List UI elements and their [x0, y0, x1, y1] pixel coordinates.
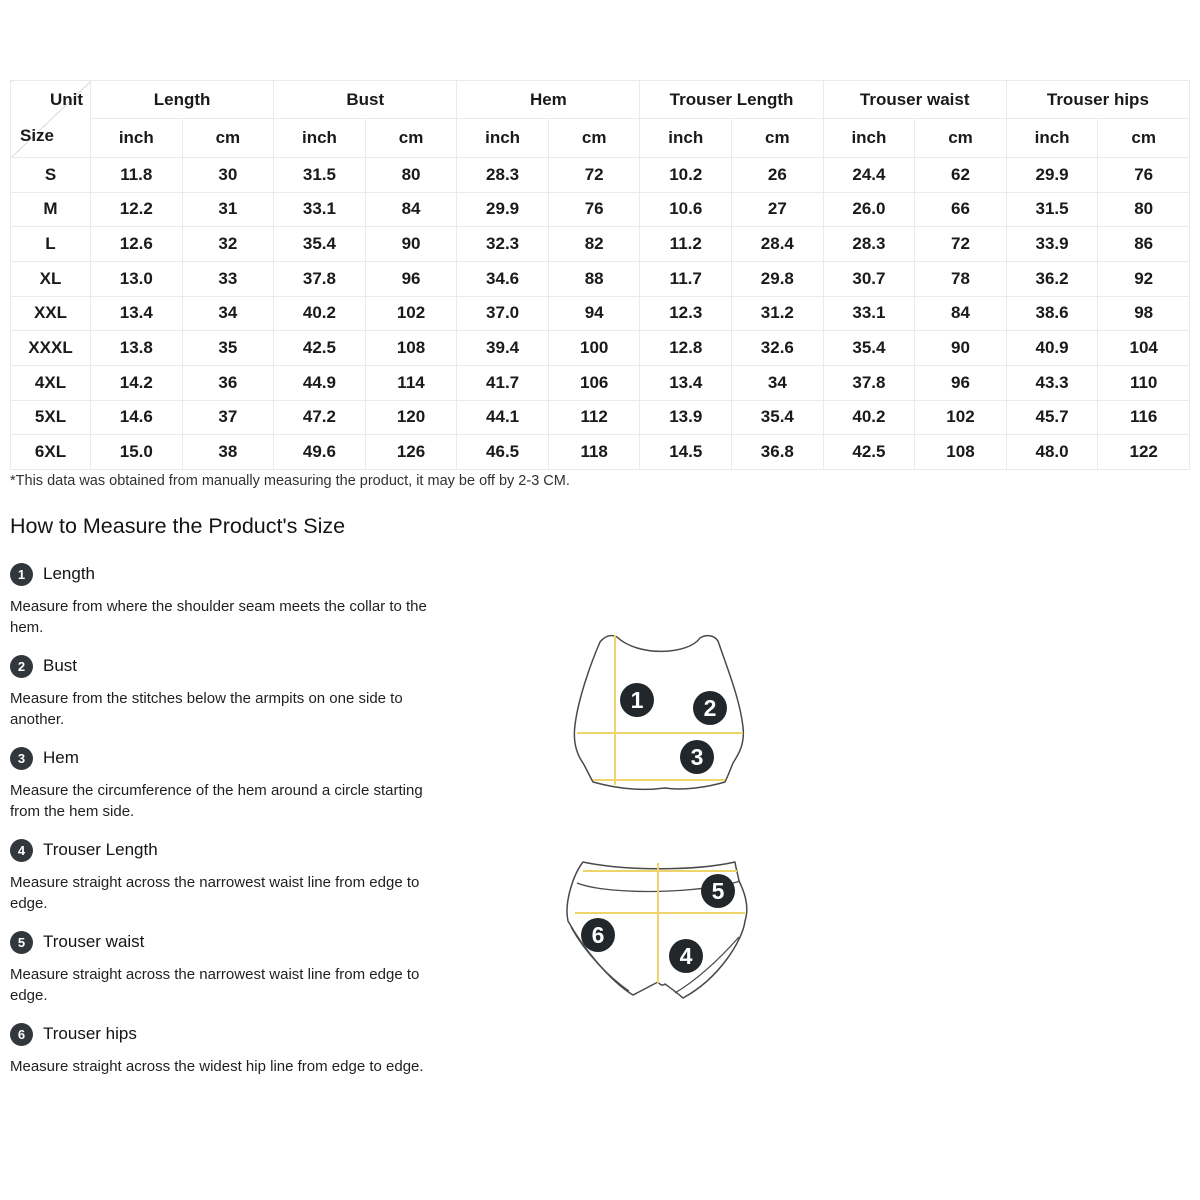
- value-cell: 49.6: [274, 435, 366, 470]
- measure-item-header: [10, 654, 440, 678]
- unit-header: inch: [640, 119, 732, 158]
- value-cell: 76: [1098, 158, 1190, 193]
- size-cell: 6XL: [11, 435, 91, 470]
- measure-point-trouser-hips-marker: 6: [581, 918, 615, 952]
- unit-header: cm: [1098, 119, 1190, 158]
- value-cell: 31.5: [1006, 192, 1098, 227]
- bottom-garment-diagram: [555, 843, 765, 1013]
- measure-item: [10, 746, 440, 822]
- value-cell: 96: [365, 261, 457, 296]
- number-badge: 2: [10, 655, 33, 678]
- value-cell: 90: [365, 227, 457, 262]
- value-cell: 32: [182, 227, 274, 262]
- value-cell: 102: [915, 400, 1007, 435]
- unit-header: cm: [548, 119, 640, 158]
- value-cell: 33.1: [274, 192, 366, 227]
- size-cell: XL: [11, 261, 91, 296]
- value-cell: 33: [182, 261, 274, 296]
- value-cell: 40.9: [1006, 331, 1098, 366]
- corner-unit-label: Unit: [49, 90, 83, 109]
- group-header: Trouser waist: [823, 81, 1006, 119]
- unit-header: cm: [915, 119, 1007, 158]
- measure-point-hem-marker: 3: [680, 740, 714, 774]
- measure-item-description: Measure the circumference of the hem around a circle starting from the hem side.: [10, 782, 423, 820]
- value-cell: 13.8: [91, 331, 183, 366]
- value-cell: 32.6: [732, 331, 824, 366]
- group-header: Bust: [274, 81, 457, 119]
- value-cell: 92: [1098, 261, 1190, 296]
- value-cell: 11.7: [640, 261, 732, 296]
- value-cell: 27: [732, 192, 824, 227]
- value-cell: 82: [548, 227, 640, 262]
- table-row: [11, 192, 1190, 227]
- size-table: [10, 80, 1190, 470]
- value-cell: 36.2: [1006, 261, 1098, 296]
- value-cell: 12.8: [640, 331, 732, 366]
- number-badge: 1: [10, 563, 33, 586]
- value-cell: 29.8: [732, 261, 824, 296]
- unit-header: inch: [274, 119, 366, 158]
- value-cell: 31.5: [274, 158, 366, 193]
- value-cell: 11.2: [640, 227, 732, 262]
- measure-point-trouser-length-marker: 4: [669, 939, 703, 973]
- value-cell: 126: [365, 435, 457, 470]
- value-cell: 108: [915, 435, 1007, 470]
- measure-item-header: [10, 930, 440, 954]
- value-cell: 12.3: [640, 296, 732, 331]
- value-cell: 10.6: [640, 192, 732, 227]
- measure-point-length-marker: 1: [620, 683, 654, 717]
- unit-header: inch: [457, 119, 549, 158]
- number-badge: 5: [10, 931, 33, 954]
- measure-item: [10, 1022, 440, 1077]
- value-cell: 43.3: [1006, 365, 1098, 400]
- value-cell: 45.7: [1006, 400, 1098, 435]
- value-cell: 15.0: [91, 435, 183, 470]
- measure-item-description: Measure from where the shoulder seam meets the collar to the hem.: [10, 598, 427, 636]
- value-cell: 42.5: [823, 435, 915, 470]
- value-cell: 44.9: [274, 365, 366, 400]
- value-cell: 84: [915, 296, 1007, 331]
- unit-header: inch: [823, 119, 915, 158]
- value-cell: 40.2: [823, 400, 915, 435]
- value-cell: 98: [1098, 296, 1190, 331]
- value-cell: 30: [182, 158, 274, 193]
- value-cell: 38: [182, 435, 274, 470]
- value-cell: 94: [548, 296, 640, 331]
- size-cell: M: [11, 192, 91, 227]
- measure-point-bust-marker: 2: [693, 691, 727, 725]
- value-cell: 29.9: [457, 192, 549, 227]
- value-cell: 106: [548, 365, 640, 400]
- value-cell: 47.2: [274, 400, 366, 435]
- value-cell: 33.1: [823, 296, 915, 331]
- value-cell: 80: [365, 158, 457, 193]
- table-row: [11, 158, 1190, 193]
- value-cell: 80: [1098, 192, 1190, 227]
- size-cell: XXXL: [11, 331, 91, 366]
- table-row: [11, 331, 1190, 366]
- table-unit-row: [11, 119, 1190, 158]
- measure-item-description: Measure from the stitches below the armpits on one side to another.: [10, 690, 403, 728]
- size-cell: XXL: [11, 296, 91, 331]
- value-cell: 30.7: [823, 261, 915, 296]
- value-cell: 84: [365, 192, 457, 227]
- group-header: Trouser Length: [640, 81, 823, 119]
- value-cell: 13.9: [640, 400, 732, 435]
- value-cell: 48.0: [1006, 435, 1098, 470]
- value-cell: 46.5: [457, 435, 549, 470]
- value-cell: 14.2: [91, 365, 183, 400]
- value-cell: 44.1: [457, 400, 549, 435]
- value-cell: 26: [732, 158, 824, 193]
- value-cell: 120: [365, 400, 457, 435]
- value-cell: 88: [548, 261, 640, 296]
- table-row: [11, 261, 1190, 296]
- value-cell: 90: [915, 331, 1007, 366]
- value-cell: 39.4: [457, 331, 549, 366]
- value-cell: 42.5: [274, 331, 366, 366]
- section-title: How to Measure the Product's Size: [10, 514, 346, 538]
- tank-top-illustration: [558, 615, 758, 805]
- value-cell: 41.7: [457, 365, 549, 400]
- value-cell: 24.4: [823, 158, 915, 193]
- measure-item-label: Trouser waist: [43, 932, 145, 951]
- value-cell: 14.6: [91, 400, 183, 435]
- value-cell: 13.4: [91, 296, 183, 331]
- value-cell: 29.9: [1006, 158, 1098, 193]
- value-cell: 108: [365, 331, 457, 366]
- unit-header: cm: [365, 119, 457, 158]
- measure-item-header: [10, 562, 440, 586]
- unit-header: inch: [91, 119, 183, 158]
- measure-item: [10, 930, 440, 1006]
- value-cell: 34.6: [457, 261, 549, 296]
- value-cell: 26.0: [823, 192, 915, 227]
- top-garment-diagram: [558, 615, 758, 805]
- value-cell: 11.8: [91, 158, 183, 193]
- corner-cell: [11, 81, 91, 158]
- value-cell: 35.4: [823, 331, 915, 366]
- measure-item-description: Measure straight across the narrowest waist line from edge to edge.: [10, 966, 420, 1004]
- unit-header: cm: [182, 119, 274, 158]
- value-cell: 86: [1098, 227, 1190, 262]
- value-cell: 35.4: [732, 400, 824, 435]
- value-cell: 33.9: [1006, 227, 1098, 262]
- measure-item: [10, 562, 440, 638]
- value-cell: 37.0: [457, 296, 549, 331]
- value-cell: 31: [182, 192, 274, 227]
- value-cell: 38.6: [1006, 296, 1098, 331]
- value-cell: 13.0: [91, 261, 183, 296]
- value-cell: 96: [915, 365, 1007, 400]
- value-cell: 37: [182, 400, 274, 435]
- value-cell: 116: [1098, 400, 1190, 435]
- unit-header: inch: [1006, 119, 1098, 158]
- table-row: [11, 365, 1190, 400]
- value-cell: 72: [915, 227, 1007, 262]
- value-cell: 12.2: [91, 192, 183, 227]
- measure-item-header: [10, 838, 440, 862]
- measure-item-label: Length: [43, 564, 95, 583]
- value-cell: 36: [182, 365, 274, 400]
- value-cell: 102: [365, 296, 457, 331]
- value-cell: 28.3: [457, 158, 549, 193]
- group-header: Hem: [457, 81, 640, 119]
- value-cell: 37.8: [823, 365, 915, 400]
- measure-item-label: Trouser hips: [43, 1024, 137, 1043]
- value-cell: 12.6: [91, 227, 183, 262]
- value-cell: 28.4: [732, 227, 824, 262]
- measure-item-description: Measure straight across the narrowest waist line from edge to edge.: [10, 874, 420, 912]
- number-badge: 4: [10, 839, 33, 862]
- measure-item-header: [10, 746, 440, 770]
- measure-item-header: [10, 1022, 440, 1046]
- measure-item-label: Hem: [43, 748, 79, 767]
- value-cell: 35.4: [274, 227, 366, 262]
- measure-item-label: Trouser Length: [43, 840, 158, 859]
- measure-item-description: Measure straight across the widest hip line from edge to edge.: [10, 1058, 424, 1075]
- value-cell: 66: [915, 192, 1007, 227]
- value-cell: 40.2: [274, 296, 366, 331]
- measure-item-label: Bust: [43, 656, 78, 675]
- measurement-disclaimer: *This data was obtained from manually measuring the product, it may be off by 2-3 CM.: [10, 473, 570, 489]
- value-cell: 35: [182, 331, 274, 366]
- table-group-row: [11, 81, 1190, 119]
- size-cell: 4XL: [11, 365, 91, 400]
- value-cell: 28.3: [823, 227, 915, 262]
- value-cell: 10.2: [640, 158, 732, 193]
- group-header: Trouser hips: [1006, 81, 1189, 119]
- size-table-body: [11, 158, 1190, 470]
- value-cell: 112: [548, 400, 640, 435]
- measure-item: [10, 838, 440, 914]
- value-cell: 118: [548, 435, 640, 470]
- size-cell: L: [11, 227, 91, 262]
- value-cell: 110: [1098, 365, 1190, 400]
- value-cell: 100: [548, 331, 640, 366]
- value-cell: 122: [1098, 435, 1190, 470]
- measure-point-trouser-waist-marker: 5: [701, 874, 735, 908]
- value-cell: 76: [548, 192, 640, 227]
- value-cell: 37.8: [274, 261, 366, 296]
- value-cell: 34: [182, 296, 274, 331]
- size-cell: S: [11, 158, 91, 193]
- corner-size-label: Size: [20, 126, 55, 145]
- value-cell: 72: [548, 158, 640, 193]
- value-cell: 104: [1098, 331, 1190, 366]
- unit-header: cm: [732, 119, 824, 158]
- table-row: [11, 435, 1190, 470]
- measure-items: [10, 562, 440, 1093]
- group-header: Length: [91, 81, 274, 119]
- value-cell: 78: [915, 261, 1007, 296]
- measure-item: [10, 654, 440, 730]
- table-row: [11, 227, 1190, 262]
- value-cell: 34: [732, 365, 824, 400]
- size-cell: 5XL: [11, 400, 91, 435]
- value-cell: 32.3: [457, 227, 549, 262]
- table-row: [11, 400, 1190, 435]
- value-cell: 14.5: [640, 435, 732, 470]
- value-cell: 36.8: [732, 435, 824, 470]
- value-cell: 114: [365, 365, 457, 400]
- value-cell: 13.4: [640, 365, 732, 400]
- number-badge: 3: [10, 747, 33, 770]
- value-cell: 62: [915, 158, 1007, 193]
- value-cell: 31.2: [732, 296, 824, 331]
- number-badge: 6: [10, 1023, 33, 1046]
- table-row: [11, 296, 1190, 331]
